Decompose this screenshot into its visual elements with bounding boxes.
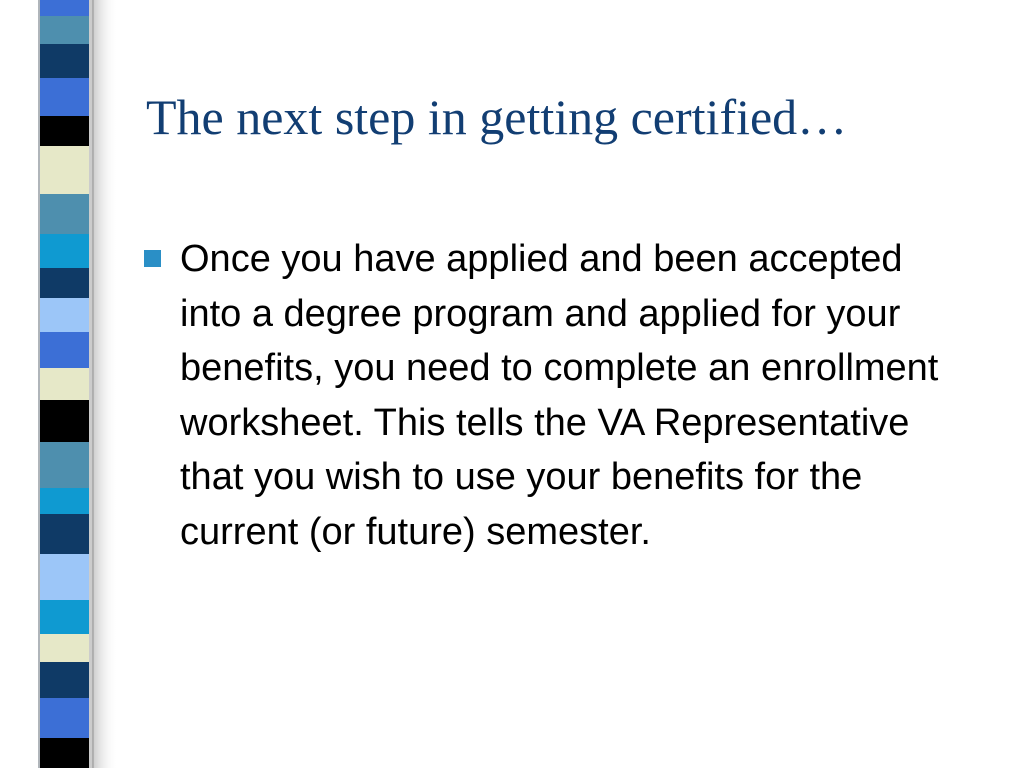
slide-title: The next step in getting certified… [146,89,848,145]
bullet-text: Once you have applied and been accepted into a degree program and applied for your benefits, you need to complete an enrollment worksheet. This tells the VA Representative that you wish to use your benefits for the current (or future) semester. [180,238,939,553]
bullet-item [144,232,964,559]
decorative-stripe-border [0,0,120,768]
stripe-blocks [40,0,89,768]
square-bullet-icon [144,250,161,267]
bullet-list [144,232,964,559]
stripe-graphic [0,0,120,768]
